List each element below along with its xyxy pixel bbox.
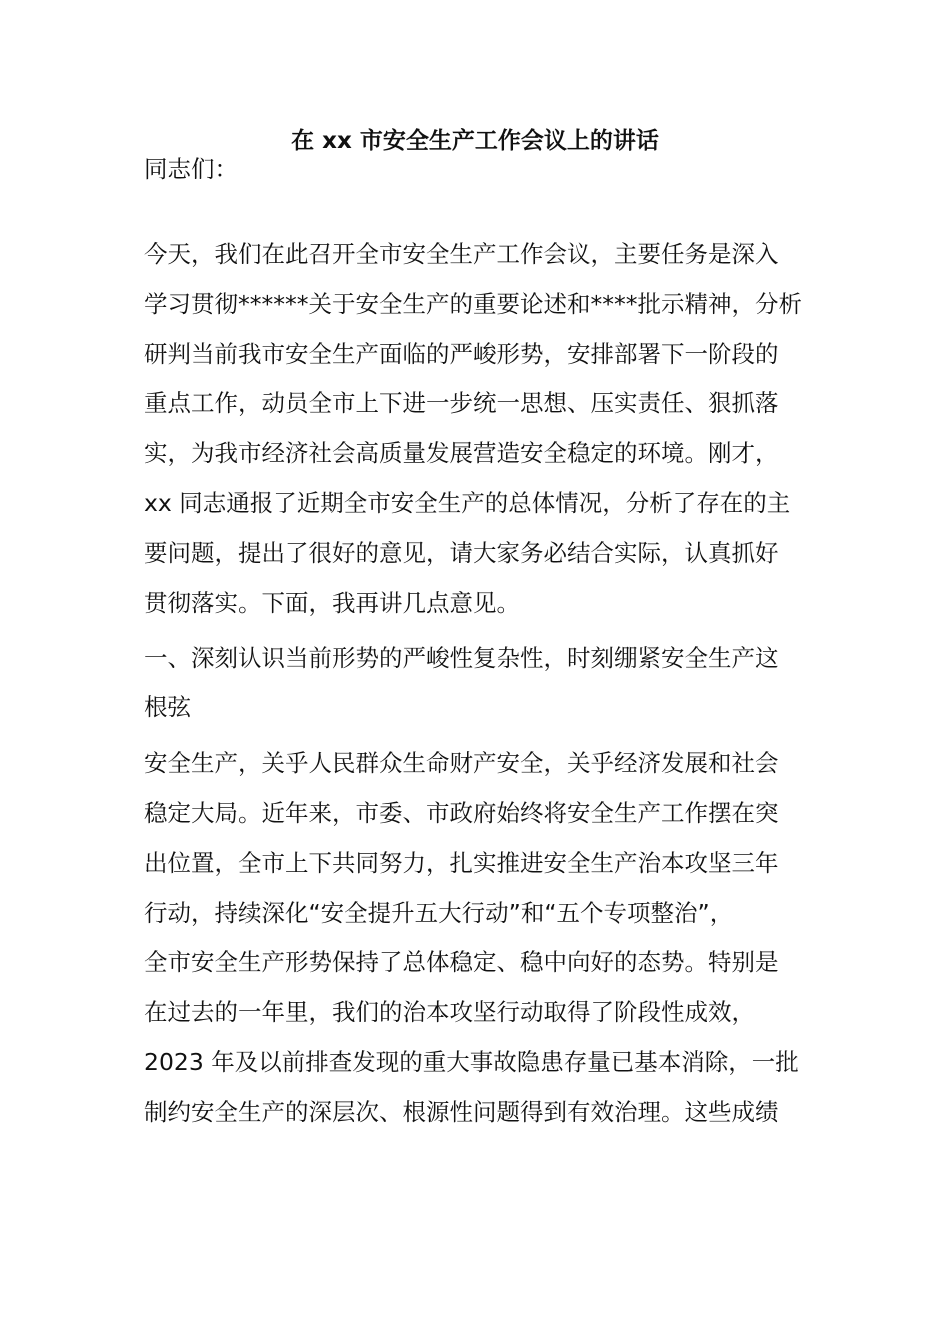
paragraph-line: xx 同志通报了近期全市安全生产的总体情况，分析了存在的主 <box>144 489 791 517</box>
section-heading-line: 一、深刻认识当前形势的严峻性复杂性，时刻绷紧安全生产这 <box>144 644 779 672</box>
paragraph-line: 在过去的一年里，我们的治本攻坚行动取得了阶段性成效， <box>144 998 755 1026</box>
paragraph-line: 贯彻落实。下面，我再讲几点意见。 <box>144 589 520 617</box>
paragraph-line: 要问题，提出了很好的意见，请大家务必结合实际，认真抓好 <box>144 539 779 567</box>
paragraph-line: 行动，持续深化“安全提升五大行动”和“五个专项整治”， <box>144 899 734 927</box>
paragraph-line: 学习贯彻******关于安全生产的重要论述和****批示精神，分析 <box>144 290 802 318</box>
document-title: 在 xx 市安全生产工作会议上的讲话 <box>291 128 659 154</box>
salutation: 同志们： <box>144 155 238 183</box>
paragraph-line: 今天，我们在此召开全市安全生产工作会议，主要任务是深入 <box>144 240 779 268</box>
paragraph-line: 重点工作，动员全市上下进一步统一思想、压实责任、狠抓落 <box>144 389 779 417</box>
paragraph-line: 2023 年及以前排查发现的重大事故隐患存量已基本消除，一批 <box>144 1048 799 1076</box>
paragraph-line: 全市安全生产形势保持了总体稳定、稳中向好的态势。特别是 <box>144 948 779 976</box>
section-heading-line: 根弦 <box>144 693 191 721</box>
paragraph-line: 实，为我市经济社会高质量发展营造安全稳定的环境。刚才， <box>144 439 779 467</box>
paragraph-line: 稳定大局。近年来，市委、市政府始终将安全生产工作摆在突 <box>144 799 779 827</box>
paragraph-line: 安全生产，关乎人民群众生命财产安全，关乎经济发展和社会 <box>144 749 779 777</box>
paragraph-line: 出位置，全市上下共同努力，扎实推进安全生产治本攻坚三年 <box>144 849 779 877</box>
paragraph-line: 研判当前我市安全生产面临的严峻形势，安排部署下一阶段的 <box>144 340 779 368</box>
paragraph-line: 制约安全生产的深层次、根源性问题得到有效治理。这些成绩 <box>144 1098 779 1126</box>
